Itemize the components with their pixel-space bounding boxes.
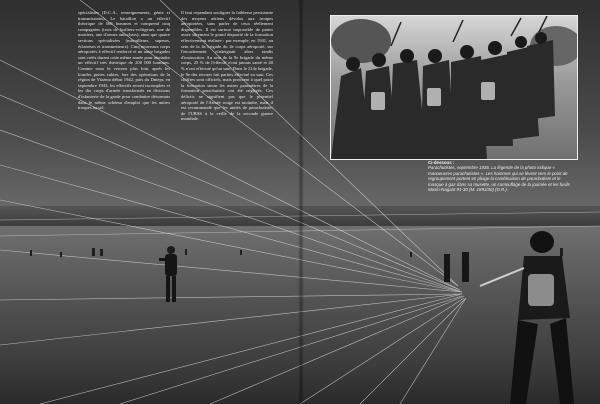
parachutist-figure-foreground xyxy=(470,228,582,404)
body-text-column-2: Il faut cependant souligner la faiblesse persistante des moyens aériens dévolus aux troupes aéroportées, sans parler de ceux réellement disponibles. Il est surtout impossible de parier assez sûrement le grand disparité de la formation effectivement réalisée : par exemple, en 1941, au sein de la 4e brigade du 4e corps aéroporté, sur l'encadrement n'atteignait alors tandis d'instruction. Au sein de la 9e brigade du même corps, 25 % de l'effectif n'ont jamais sauté et 40 % n'ont effectué qu'un saut. Dans le 214e brigade, le 9e des recrues fait parties effectué au saut. Ces chiffres sont officiels, mais prouvent à quel point la formation sinon les autres paramètres de la formation parachutiste ont été négligés. Ces déficits ne signifient pas que le potentiel aéroporté de l'Armée rouge est moindre, mais il est recommandé que les unités de parachutistes de l'URSS à la veille de la seconde guerre mondiale. xyxy=(181,10,273,122)
page-gutter xyxy=(298,0,304,404)
photo-caption xyxy=(428,160,576,192)
caption-text: Parachutistes, septembre 1936. La légende de la photo indique « manoeuvres parachutistes ». Les hommes qui se lèvent vers le point de regroupement portent en pliage la combinaison de parachutiste et le masque à gaz dans sa musette, un camouflage de la journée et les fusils Mosin-Nagant 91-30 (M. 1891/30) (D.R.). xyxy=(428,165,570,193)
inset-photo-soldiers xyxy=(330,15,578,160)
parachutist-figure-left xyxy=(155,244,187,306)
caption-title: Ci-dessous : xyxy=(428,160,455,165)
soldiers-photo-image xyxy=(331,16,577,159)
body-text-column-1: spécialistes (D.C.A., renseignements, génie et transmissions). Le bataillon a un effectif théorique de 566 hommes et comprend cinq compagnies (trois de fusiliers-voltigeurs, une de mortiers, une d'armes anti-chars), ainsi que quatre sections spécialisées (mitrailleurs, sapeurs, éclaireurs et transmetteurs). Cinq nouveaux corps aéroportés à effectif renforcé et un autre brigades sont créés durant cette même année pour atteindre un effectif très théorique de 200 000 hommes. Comme nous le verrons plus loin, après les lourdes pertes subies, lors des opérations de la région de Viazma début 1942, puis du Dniepr, en septembre 1943, les effectifs seront incomplets et les dix corps d'armée transformés en divisions d'infanterie de la garde pour combattre désormais dans le même schéma d'emploi que les autres troupes au sol. xyxy=(78,10,170,111)
